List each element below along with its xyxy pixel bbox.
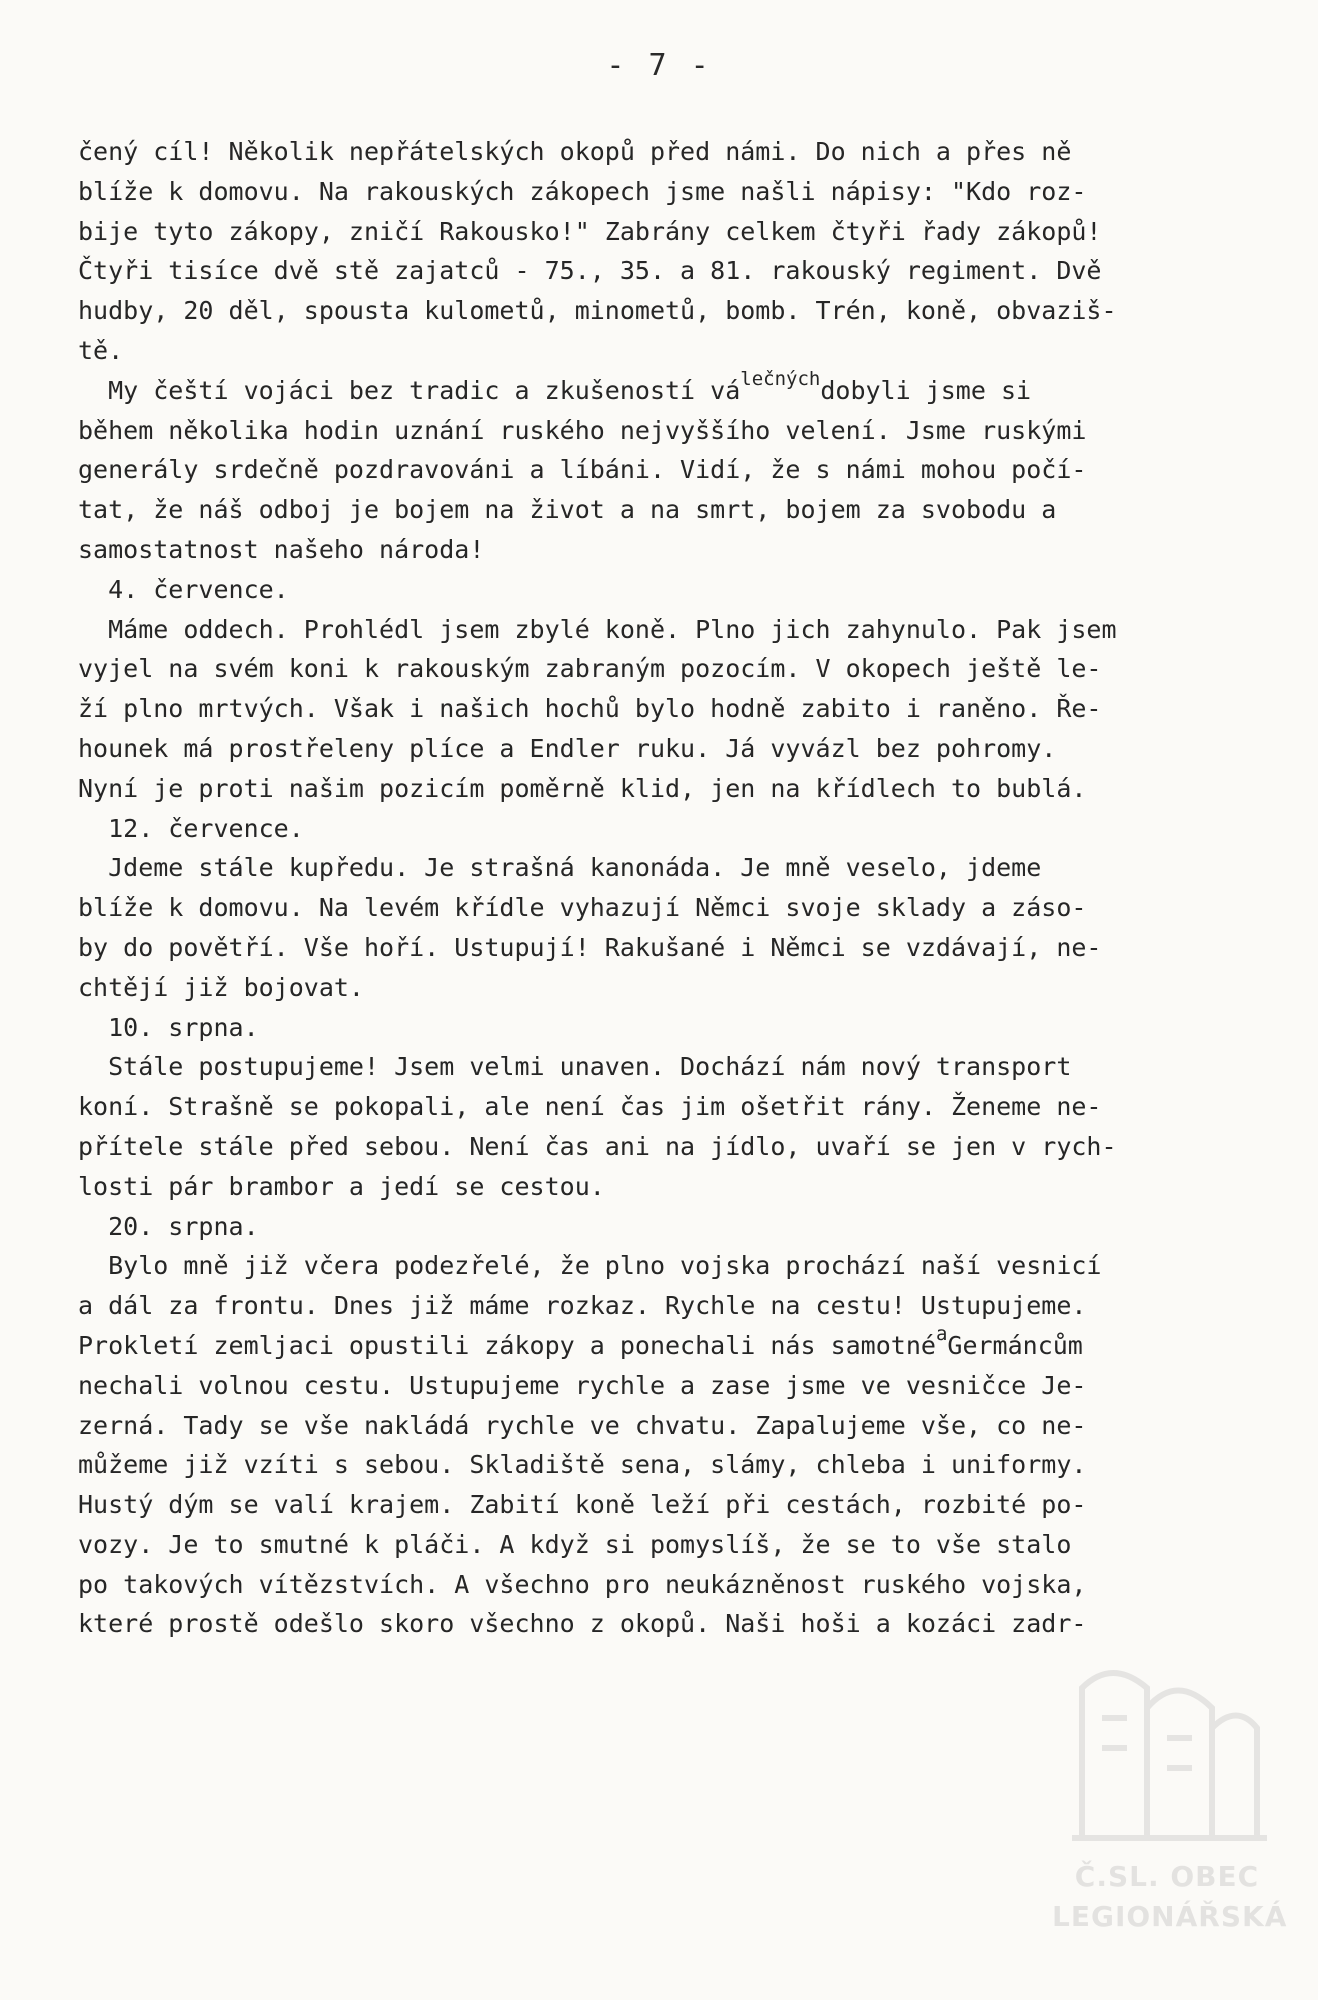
text-line: by do povětří. Vše hoří. Ustupují! Rakušané i Němci se vzdávají, ne- xyxy=(78,932,1102,962)
date-heading: 12. července. xyxy=(78,813,304,843)
text-line-with-insertion xyxy=(78,1322,1278,1366)
legion-watermark xyxy=(1052,1648,1288,1948)
watermark-line-2: LEGIONÁŘSKÁ xyxy=(1052,1900,1288,1933)
line-tail: dobyli jsme si xyxy=(820,375,1032,405)
superscript-insertion: a xyxy=(935,1322,948,1345)
text-line: čený cíl! Několik nepřátelských okopů před námi. Do nich a přes ně xyxy=(78,137,1072,166)
text-line: přítele stále před sebou. Není čas ani na jídlo, uvaří se jen v rych- xyxy=(78,1131,1117,1161)
line-head: My čeští vojáci bez tradic a zkušeností vá xyxy=(78,375,741,405)
text-line: tat, že náš odboj je bojem na život a na smrt, bojem za svobodu a xyxy=(78,495,1057,525)
text-line: Stále postupujeme! Jsem velmi unaven. Dochází nám nový transport xyxy=(78,1052,1072,1082)
text-line: generály srdečně pozdravováni a líbáni. Vidí, že s námi mohou počí- xyxy=(78,455,1087,485)
text-line: Máme oddech. Prohlédl jsem zbylé koně. Plno jich zahynulo. Pak jsem xyxy=(78,614,1117,644)
text-line: nechali volnou cestu. Ustupujeme rychle a zase jsme ve vesničce Je- xyxy=(78,1370,1087,1400)
line-head: Prokletí zemljaci opustili zákopy a ponechali nás samotné xyxy=(78,1330,936,1360)
text-line: Hustý dým se valí krajem. Zabití koně leží při cestách, rozbité po- xyxy=(78,1490,1087,1520)
text-line: a dál za frontu. Dnes již máme rozkaz. Rychle na cestu! Ustupujeme. xyxy=(78,1291,1087,1321)
text-line: koní. Strašně se pokopali, ale není čas jim ošetřit rány. Ženeme ne- xyxy=(78,1092,1102,1122)
text-line: po takových vítězstvích. A všechno pro neukázněnost ruského vojska, xyxy=(78,1569,1087,1599)
text-line: Bylo mně již včera podezřelé, že plno vojska prochází naší vesnicí xyxy=(78,1251,1102,1281)
text-line: blíže k domovu. Na levém křídle vyhazují Němci svoje sklady a záso- xyxy=(78,893,1087,923)
watermark-line-1: Č.SL. OBEC xyxy=(1074,1860,1260,1893)
text-line: tě. xyxy=(78,335,124,365)
text-line: blíže k domovu. Na rakouských zákopech jsme našli nápisy: "Kdo roz- xyxy=(78,176,1087,206)
text-line: během několika hodin uznání ruského nejvyššího velení. Jsme ruskými xyxy=(78,415,1087,445)
text-line: hudby, 20 děl, spousta kulometů, minometů, bomb. Trén, koně, obvaziš- xyxy=(78,296,1117,326)
text-line: které prostě odešlo skoro všechno z okopů. Naši hoši a kozáci zadr- xyxy=(78,1609,1087,1639)
date-heading: 10. srpna. xyxy=(78,1012,259,1042)
legion-emblem-icon xyxy=(1052,1648,1282,1858)
typed-text-body xyxy=(78,132,1278,1644)
superscript-insertion: lečných xyxy=(740,367,821,390)
text-line: ží plno mrtvých. Však i našich hochů bylo hodně zabito i raněno. Ře- xyxy=(78,694,1102,724)
text-line: zerná. Tady se vše nakládá rychle ve chvatu. Zapalujeme vše, co ne- xyxy=(78,1410,1087,1440)
text-line: losti pár brambor a jedí se cestou. xyxy=(78,1171,605,1201)
text-line: vyjel na svém koni k rakouským zabraným pozocím. V okopech ještě le- xyxy=(78,654,1102,684)
date-heading: 20. srpna. xyxy=(78,1211,259,1241)
date-heading: 4. července. xyxy=(78,574,289,604)
text-line: bije tyto zákopy, zničí Rakousko!" Zabrány celkem čtyři řady zákopů! xyxy=(78,216,1102,246)
text-line: chtějí již bojovat. xyxy=(78,972,364,1002)
text-line: samostatnost našeho národa! xyxy=(78,534,485,564)
text-line: vozy. Je to smutné k pláči. A když si pomyslíš, že se to vše stalo xyxy=(78,1529,1072,1559)
text-line: Nyní je proti našim pozicím poměrně klid, jen na křídlech to bublá. xyxy=(78,773,1087,803)
line-tail: Germáncům xyxy=(947,1330,1083,1360)
text-line: můžeme již vzíti s sebou. Skladiště sena, slámy, chleba i uniformy. xyxy=(78,1450,1087,1480)
text-line: Čtyři tisíce dvě stě zajatců - 75., 35. a 81. rakouský regiment. Dvě xyxy=(78,256,1102,286)
page-number: - 7 - xyxy=(606,48,712,83)
text-line-with-insertion xyxy=(78,367,1278,411)
text-line: hounek má prostřeleny plíce a Endler ruku. Já vyvázl bez pohromy. xyxy=(78,733,1057,763)
text-line: Jdeme stále kupředu. Je strašná kanonáda. Je mně veselo, jdeme xyxy=(78,853,1042,883)
